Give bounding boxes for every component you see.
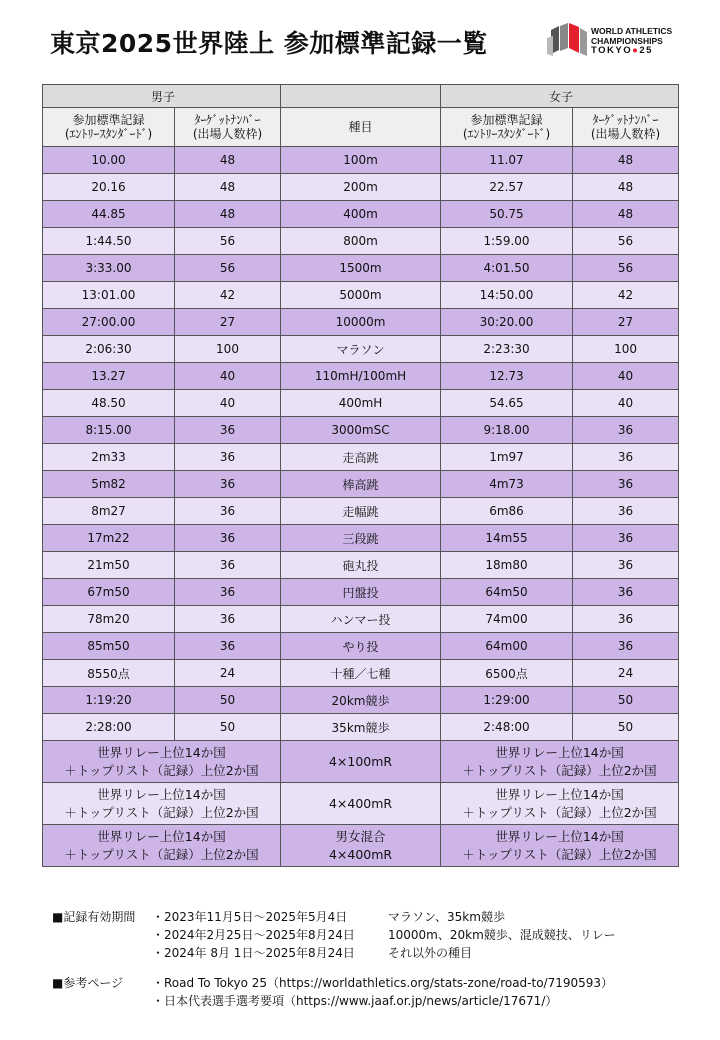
women-standard-cell: 50.75	[441, 201, 573, 228]
women-standard-header: 参加標準記録 (ｴﾝﾄﾘｰｽﾀﾝﾀﾞｰﾄﾞ)	[441, 108, 573, 147]
validity-events: それ以外の種目	[388, 946, 473, 960]
event-cell: 三段跳	[281, 525, 441, 552]
women-standard-cell: 54.65	[441, 390, 573, 417]
men-standard-cell: 2:28:00	[43, 714, 175, 741]
men-relay-cell: 世界リレー上位14か国 ＋トップリスト（記録）上位2か国	[43, 783, 281, 825]
table-row	[43, 336, 679, 363]
men-target-cell: 50	[175, 714, 281, 741]
table-row	[43, 606, 679, 633]
men-standard-cell: 8:15.00	[43, 417, 175, 444]
standards-table	[42, 84, 679, 867]
women-target-cell: 36	[573, 498, 679, 525]
table-row	[43, 174, 679, 201]
men-target-cell: 48	[175, 147, 281, 174]
table-row	[43, 255, 679, 282]
men-target-cell: 36	[175, 444, 281, 471]
men-standard-cell: 8m27	[43, 498, 175, 525]
men-standard-cell: 2:06:30	[43, 336, 175, 363]
men-target-cell: 36	[175, 633, 281, 660]
event-header: 種目	[281, 108, 441, 147]
event-cell: 円盤投	[281, 579, 441, 606]
event-cell: 十種／七種	[281, 660, 441, 687]
event-cell: 35km競歩	[281, 714, 441, 741]
relay-row	[43, 783, 679, 825]
table-row	[43, 417, 679, 444]
page-title: 東京2025世界陸上 参加標準記録一覧	[50, 29, 488, 58]
table-row	[43, 228, 679, 255]
event-cell: やり投	[281, 633, 441, 660]
men-standard-cell: 2m33	[43, 444, 175, 471]
women-target-cell: 48	[573, 174, 679, 201]
logo-line-1: WORLD ATHLETICS	[591, 26, 673, 36]
men-standard-cell: 78m20	[43, 606, 175, 633]
relay-event-cell: 男女混合 4×400mR	[281, 825, 441, 867]
men-target-cell: 36	[175, 525, 281, 552]
women-target-cell: 36	[573, 579, 679, 606]
men-standard-cell: 27:00.00	[43, 309, 175, 336]
men-target-cell: 48	[175, 201, 281, 228]
women-standard-cell: 9:18.00	[441, 417, 573, 444]
table-column-header-row	[43, 108, 679, 147]
men-standard-cell: 5m82	[43, 471, 175, 498]
women-standard-cell: 6500点	[441, 660, 573, 687]
table-row	[43, 201, 679, 228]
women-standard-cell: 12.73	[441, 363, 573, 390]
women-target-cell: 48	[573, 201, 679, 228]
women-target-cell: 50	[573, 714, 679, 741]
women-relay-cell: 世界リレー上位14か国 ＋トップリスト（記録）上位2か国	[441, 825, 679, 867]
women-standard-cell: 4m73	[441, 471, 573, 498]
table-row	[43, 687, 679, 714]
women-standard-cell: 18m80	[441, 552, 573, 579]
event-cell: 800m	[281, 228, 441, 255]
table-row	[43, 309, 679, 336]
event-cell: 走高跳	[281, 444, 441, 471]
women-target-header: ﾀｰｹﾞｯﾄﾅﾝﾊﾞｰ (出場人数枠)	[573, 108, 679, 147]
championship-emblem-icon	[545, 20, 589, 60]
men-target-header: ﾀｰｹﾞｯﾄﾅﾝﾊﾞｰ (出場人数枠)	[175, 108, 281, 147]
men-standard-cell: 20.16	[43, 174, 175, 201]
women-target-cell: 36	[573, 471, 679, 498]
reference-label: ■参考ページ	[52, 976, 124, 990]
event-cell: 10000m	[281, 309, 441, 336]
women-relay-cell: 世界リレー上位14か国 ＋トップリスト（記録）上位2か国	[441, 741, 679, 783]
men-target-cell: 100	[175, 336, 281, 363]
men-target-cell: 48	[175, 174, 281, 201]
men-target-cell: 50	[175, 687, 281, 714]
men-target-cell: 36	[175, 606, 281, 633]
women-standard-cell: 1:29:00	[441, 687, 573, 714]
women-target-cell: 48	[573, 147, 679, 174]
women-standard-cell: 1m97	[441, 444, 573, 471]
women-standard-cell: 74m00	[441, 606, 573, 633]
event-cell: 走幅跳	[281, 498, 441, 525]
validity-period: ・2023年11月5日～2025年5月4日	[152, 910, 348, 924]
women-target-cell: 40	[573, 363, 679, 390]
men-target-cell: 36	[175, 579, 281, 606]
men-target-cell: 36	[175, 417, 281, 444]
women-standard-cell: 14:50.00	[441, 282, 573, 309]
event-spacer-header	[281, 85, 441, 108]
event-cell: ハンマー投	[281, 606, 441, 633]
women-relay-cell: 世界リレー上位14か国 ＋トップリスト（記録）上位2か国	[441, 783, 679, 825]
men-standard-cell: 48.50	[43, 390, 175, 417]
women-standard-cell: 6m86	[441, 498, 573, 525]
table-row	[43, 714, 679, 741]
women-target-cell: 36	[573, 417, 679, 444]
men-standard-cell: 13:01.00	[43, 282, 175, 309]
event-cell: 400m	[281, 201, 441, 228]
men-standard-cell: 10.00	[43, 147, 175, 174]
men-standard-cell: 1:19:20	[43, 687, 175, 714]
women-target-cell: 36	[573, 633, 679, 660]
men-standard-cell: 1:44.50	[43, 228, 175, 255]
men-header: 男子	[43, 85, 281, 108]
women-standard-cell: 11.07	[441, 147, 573, 174]
event-cell: 1500m	[281, 255, 441, 282]
table-row	[43, 579, 679, 606]
women-standard-cell: 4:01.50	[441, 255, 573, 282]
men-target-cell: 36	[175, 552, 281, 579]
table-row	[43, 444, 679, 471]
women-target-cell: 40	[573, 390, 679, 417]
men-standard-cell: 85m50	[43, 633, 175, 660]
men-target-cell: 24	[175, 660, 281, 687]
validity-label: ■記録有効期間	[52, 910, 136, 924]
validity-events: 10000m、20km競歩、混成競技、リレー	[388, 928, 616, 942]
men-target-cell: 36	[175, 471, 281, 498]
men-standard-cell: 13.27	[43, 363, 175, 390]
women-target-cell: 56	[573, 228, 679, 255]
men-target-cell: 56	[175, 255, 281, 282]
men-standard-cell: 17m22	[43, 525, 175, 552]
event-cell: マラソン	[281, 336, 441, 363]
championship-logo	[545, 18, 695, 62]
men-standard-cell: 3:33.00	[43, 255, 175, 282]
men-target-cell: 27	[175, 309, 281, 336]
relay-event-cell: 4×400mR	[281, 783, 441, 825]
women-header: 女子	[441, 85, 679, 108]
men-standard-cell: 21m50	[43, 552, 175, 579]
event-cell: 110mH/100mH	[281, 363, 441, 390]
table-row	[43, 282, 679, 309]
table-gender-header-row	[43, 85, 679, 108]
relay-row	[43, 825, 679, 867]
reference-link[interactable]: ・Road To Tokyo 25（https://worldathletics.org/stats-zone/road-to/7190593）	[152, 976, 614, 990]
table-row	[43, 498, 679, 525]
women-standard-cell: 1:59.00	[441, 228, 573, 255]
women-target-cell: 56	[573, 255, 679, 282]
table-row	[43, 363, 679, 390]
women-target-cell: 100	[573, 336, 679, 363]
event-cell: 5000m	[281, 282, 441, 309]
women-target-cell: 42	[573, 282, 679, 309]
men-target-cell: 40	[175, 390, 281, 417]
men-standard-header: 参加標準記録 (ｴﾝﾄﾘｰｽﾀﾝﾀﾞｰﾄﾞ)	[43, 108, 175, 147]
logo-line-3: TOKYO●25	[591, 45, 653, 56]
men-target-cell: 42	[175, 282, 281, 309]
table-row	[43, 147, 679, 174]
relay-row	[43, 741, 679, 783]
table-row	[43, 390, 679, 417]
women-target-cell: 36	[573, 552, 679, 579]
validity-period: ・2024年 8月 1日～2025年8月24日	[152, 946, 355, 960]
men-relay-cell: 世界リレー上位14か国 ＋トップリスト（記録）上位2か国	[43, 741, 281, 783]
event-cell: 400mH	[281, 390, 441, 417]
table-row	[43, 525, 679, 552]
men-relay-cell: 世界リレー上位14か国 ＋トップリスト（記録）上位2か国	[43, 825, 281, 867]
table-row	[43, 660, 679, 687]
men-standard-cell: 67m50	[43, 579, 175, 606]
men-target-cell: 56	[175, 228, 281, 255]
women-standard-cell: 2:48:00	[441, 714, 573, 741]
table-row	[43, 633, 679, 660]
event-cell: 100m	[281, 147, 441, 174]
table-row	[43, 552, 679, 579]
logo-line-2: CHAMPIONSHIPS	[591, 36, 663, 46]
women-target-cell: 27	[573, 309, 679, 336]
event-cell: 棒高跳	[281, 471, 441, 498]
women-standard-cell: 64m50	[441, 579, 573, 606]
women-standard-cell: 22.57	[441, 174, 573, 201]
validity-period: ・2024年2月25日～2025年8月24日	[152, 928, 355, 942]
relay-event-cell: 4×100mR	[281, 741, 441, 783]
women-target-cell: 36	[573, 444, 679, 471]
women-standard-cell: 2:23:30	[441, 336, 573, 363]
reference-link[interactable]: ・日本代表選手選考要項（https://www.jaaf.or.jp/news/article/17671/）	[152, 994, 558, 1008]
women-standard-cell: 14m55	[441, 525, 573, 552]
women-standard-cell: 64m00	[441, 633, 573, 660]
table-row	[43, 471, 679, 498]
women-target-cell: 36	[573, 525, 679, 552]
men-target-cell: 36	[175, 498, 281, 525]
men-target-cell: 40	[175, 363, 281, 390]
women-target-cell: 24	[573, 660, 679, 687]
validity-events: マラソン、35km競歩	[388, 910, 505, 924]
event-cell: 20km競歩	[281, 687, 441, 714]
event-cell: 3000mSC	[281, 417, 441, 444]
event-cell: 200m	[281, 174, 441, 201]
women-target-cell: 36	[573, 606, 679, 633]
women-target-cell: 50	[573, 687, 679, 714]
men-standard-cell: 44.85	[43, 201, 175, 228]
men-standard-cell: 8550点	[43, 660, 175, 687]
event-cell: 砲丸投	[281, 552, 441, 579]
women-standard-cell: 30:20.00	[441, 309, 573, 336]
